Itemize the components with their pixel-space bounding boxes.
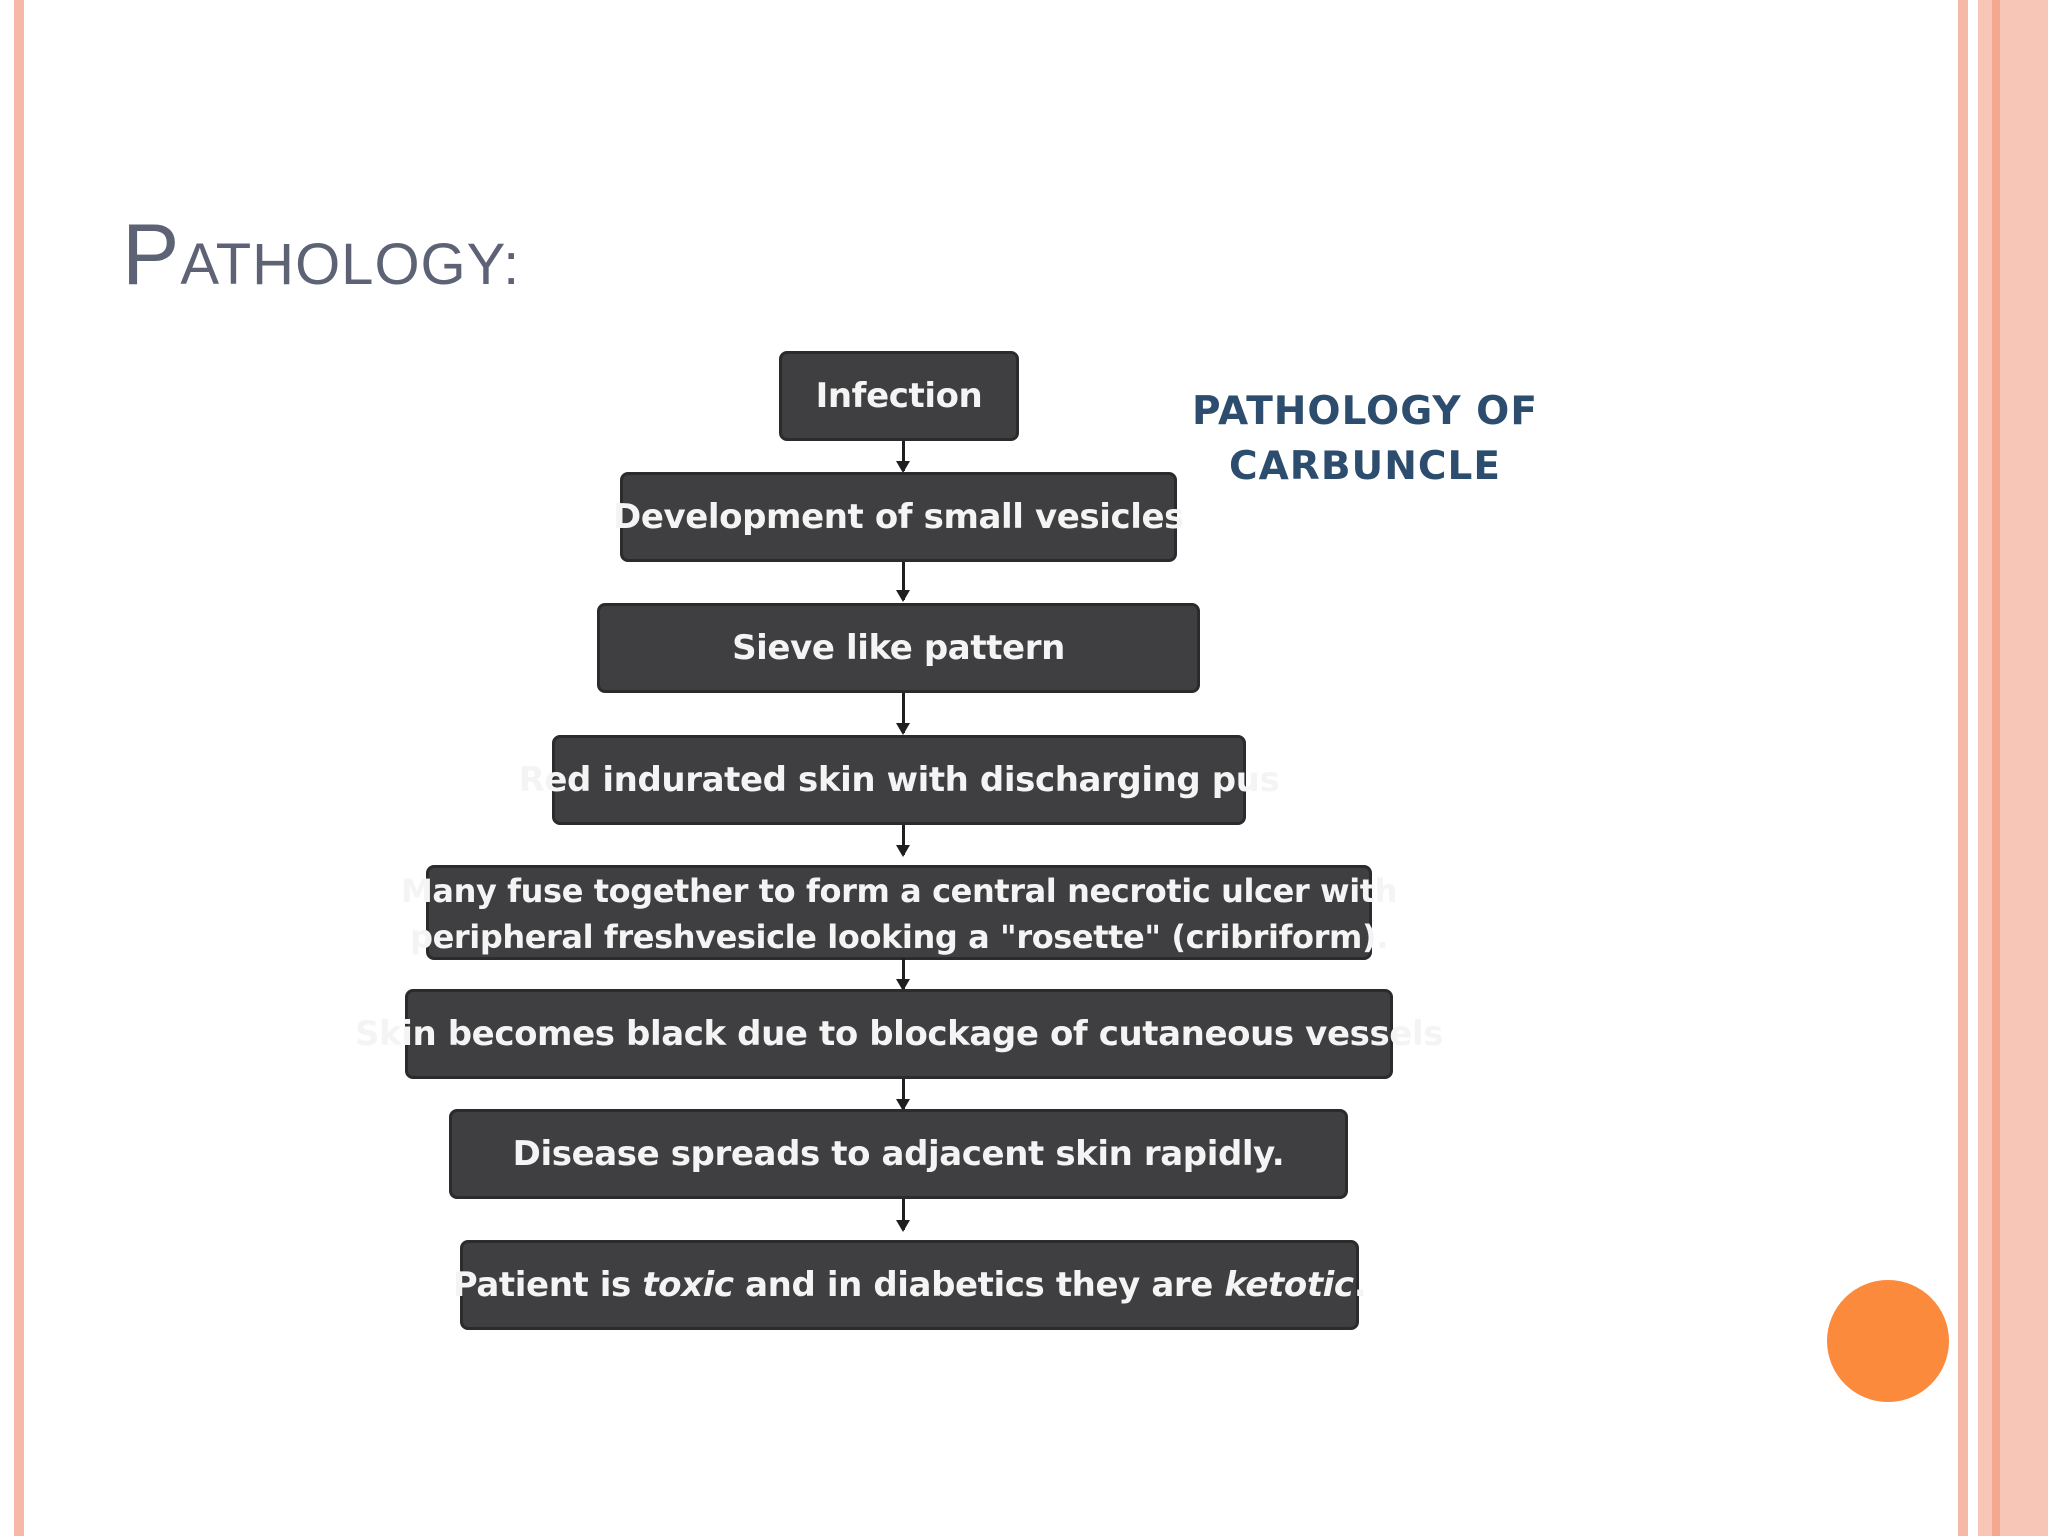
slide-title-rest: ATHOLOGY: [180, 232, 521, 297]
step-central-necrotic-ulcer-line-2: peripheral freshvesicle looking a "rosette" (cribriform). [410, 917, 1388, 956]
step-patient-text-2: and in diabetics they are [733, 1265, 1225, 1305]
step-patient-toxic-word: toxic [642, 1265, 734, 1305]
step-small-vesicles: Development of small vesicles [620, 472, 1177, 562]
arrow-1 [902, 441, 905, 471]
step-patient-period: . [1353, 1265, 1367, 1305]
right-border-inner [1958, 0, 1968, 1536]
right-border-stripe [1992, 0, 2000, 1536]
left-border [14, 0, 24, 1536]
step-skin-becomes-black: Skin becomes black due to blockage of cutaneous vessels [405, 989, 1393, 1079]
slide-title [122, 207, 521, 303]
arrow-6 [902, 1079, 905, 1109]
step-central-necrotic-ulcer-line-1: Many fuse together to form a central necrotic ulcer with [400, 871, 1398, 910]
step-central-necrotic-ulcer [400, 865, 1398, 960]
step-red-indurated-skin: Red indurated skin with discharging pus [552, 735, 1246, 825]
diagram-title [1190, 384, 1540, 494]
right-border-outer [1978, 0, 2048, 1536]
arrow-5 [902, 958, 905, 989]
diagram-title-line-2: CARBUNCLE [1229, 444, 1501, 489]
step-patient-ketotic-word: ketotic [1224, 1265, 1354, 1305]
slide-title-initial: P [122, 207, 181, 303]
step-patient-toxic [452, 1240, 1367, 1330]
arrow-2 [902, 562, 905, 600]
orange-circle-decoration [1827, 1280, 1949, 1402]
step-infection: Infection [779, 351, 1019, 441]
arrow-3 [902, 693, 905, 733]
diagram-title-line-1: PATHOLOGY OF [1192, 389, 1538, 434]
arrow-7 [902, 1199, 905, 1230]
step-disease-spreads: Disease spreads to adjacent skin rapidly. [449, 1109, 1348, 1199]
step-patient-text-1: Patient is [452, 1265, 643, 1305]
step-sieve-pattern: Sieve like pattern [597, 603, 1200, 693]
arrow-4 [902, 825, 905, 855]
